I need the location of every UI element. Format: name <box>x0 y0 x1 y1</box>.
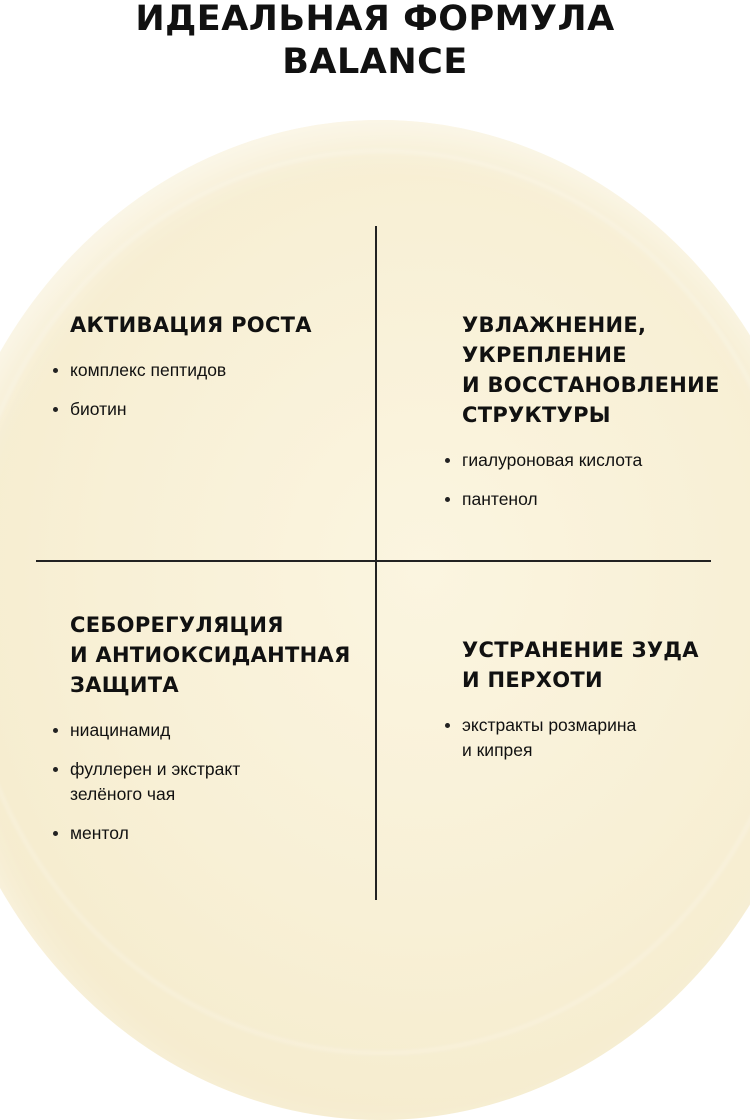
horizontal-divider <box>36 560 711 562</box>
quadrant-heading <box>70 310 370 340</box>
list-item-text: биотин <box>70 399 127 419</box>
heading-line: И ПЕРХОТИ <box>462 668 603 692</box>
heading-line: ЗАЩИТА <box>70 673 179 697</box>
list-item-text: ниацинамид <box>70 720 171 740</box>
heading-line: И АНТИОКСИДАНТНАЯ <box>70 643 351 667</box>
quadrant-heading <box>70 610 370 700</box>
page-title-line2: BALANCE <box>282 42 468 82</box>
list-item-text: пантенол <box>462 489 538 509</box>
list-item <box>462 487 732 512</box>
list-item <box>70 757 370 807</box>
quadrant-itch-dandruff <box>462 635 732 777</box>
vertical-divider <box>375 226 377 900</box>
list-item <box>70 358 370 383</box>
list-item <box>462 713 732 763</box>
ingredient-list <box>462 448 732 512</box>
heading-line: УВЛАЖНЕНИЕ, <box>462 313 647 337</box>
ingredient-list <box>70 358 370 422</box>
ingredient-list <box>70 718 370 846</box>
list-item-text: экстракты розмарина <box>462 715 637 735</box>
list-item-text: гиалуроновая кислота <box>462 450 643 470</box>
list-item-text: и кипрея <box>462 740 533 760</box>
quadrant-sebum-regulation <box>70 610 370 860</box>
heading-line: И ВОССТАНОВЛЕНИЕ <box>462 373 720 397</box>
heading-line: УСТРАНЕНИЕ ЗУДА <box>462 638 699 662</box>
heading-line: УКРЕПЛЕНИЕ <box>462 343 627 367</box>
heading-line: СТРУКТУРЫ <box>462 403 611 427</box>
list-item <box>462 448 732 473</box>
list-item <box>70 397 370 422</box>
quadrant-heading <box>462 310 732 430</box>
quadrant-moisturizing <box>462 310 732 526</box>
quadrant-growth-activation <box>70 310 370 436</box>
heading-line: СЕБОРЕГУЛЯЦИЯ <box>70 613 284 637</box>
quadrant-heading <box>462 635 732 695</box>
list-item-text: зелёного чая <box>70 784 176 804</box>
list-item-text: ментол <box>70 823 129 843</box>
list-item <box>70 821 370 846</box>
list-item-text: комплекс пептидов <box>70 360 227 380</box>
list-item <box>70 718 370 743</box>
heading-line: АКТИВАЦИЯ РОСТА <box>70 313 312 337</box>
list-item-text: фуллерен и экстракт <box>70 759 241 779</box>
page-title-line1: ИДЕАЛЬНАЯ ФОРМУЛА <box>135 0 615 39</box>
ingredient-list <box>462 713 732 763</box>
